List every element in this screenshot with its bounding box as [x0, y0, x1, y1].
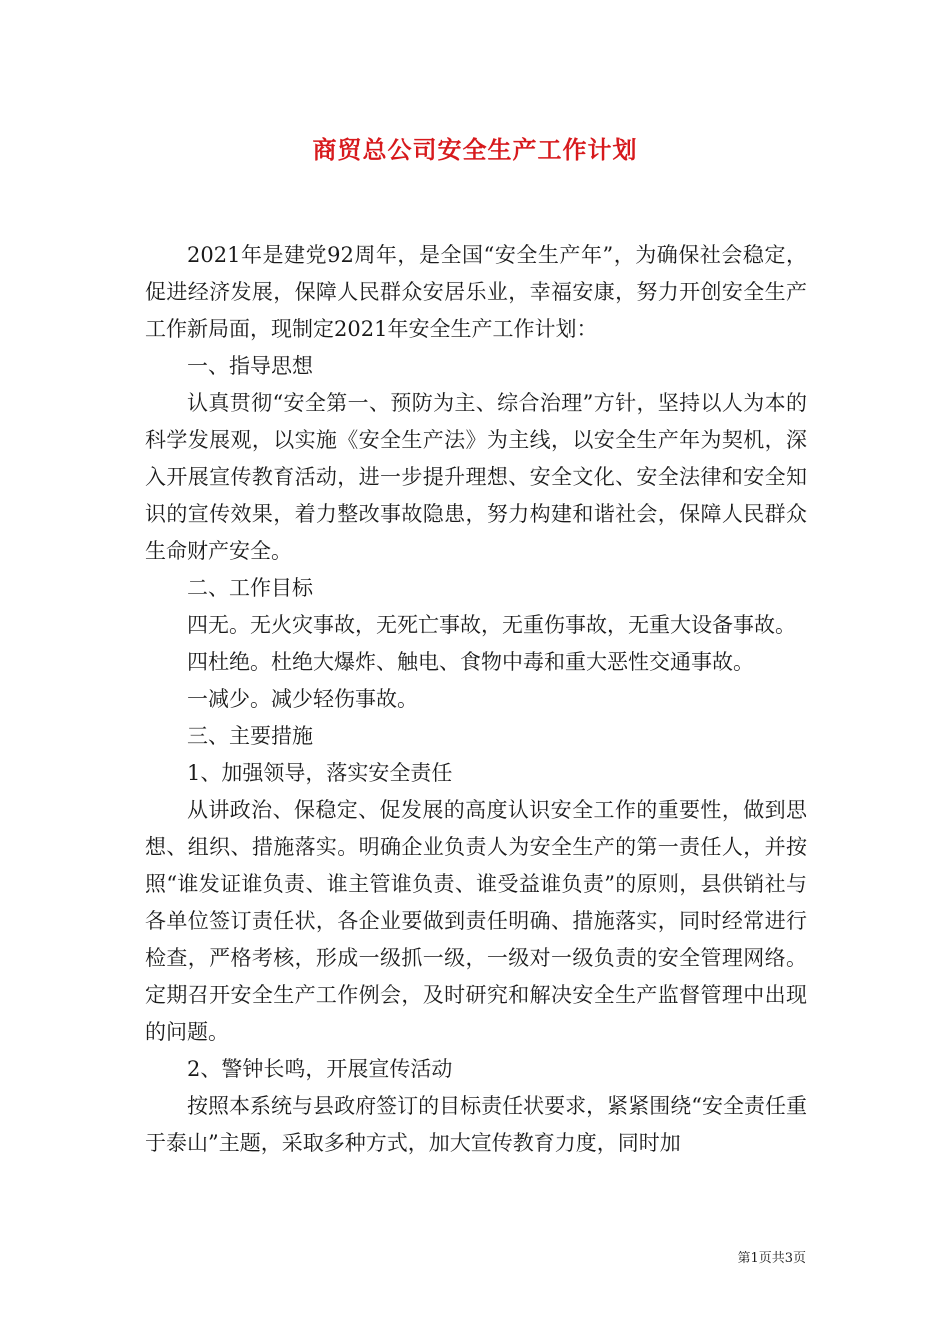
subsection-heading: 1、加强领导，落实安全责任	[187, 761, 453, 785]
document-body	[145, 237, 807, 1162]
paragraph: 2021年是建党92周年，是全国“安全生产年”，为确保社会稳定，促进经济发展，保障人民群众安居乐业，幸福安康，努力开创安全生产工作新局面，现制定2021年安全生产工作计划：	[145, 243, 807, 341]
page-number: 第1页共3页	[737, 1251, 806, 1266]
paragraph: 四杜绝。杜绝大爆炸、触电、食物中毒和重大恶性交通事故。	[187, 650, 754, 674]
subsection-heading: 2、警钟长鸣，开展宣传活动	[187, 1057, 453, 1081]
paragraph: 认真贯彻“安全第一、预防为主、综合治理”方针，坚持以人为本的科学发展观，以实施《安全生产法》为主线，以安全生产年为契机，深入开展宣传教育活动，进一步提升理想、安全文化、安全法律和安全知识的宣传效果，着力整改事故隐患，努力构建和谐社会，保障人民群众生命财产安全。	[145, 391, 807, 563]
document-title: 商贸总公司安全生产工作计划	[312, 135, 638, 164]
section-heading: 一、指导思想	[187, 354, 313, 378]
paragraph: 四无。无火灾事故，无死亡事故，无重伤事故，无重大设备事故。	[187, 613, 796, 637]
paragraph: 按照本系统与县政府签订的目标责任状要求，紧紧围绕“安全责任重于泰山”主题，采取多种方式，加大宣传教育力度，同时加	[145, 1094, 807, 1155]
section-heading: 三、主要措施	[187, 724, 313, 748]
paragraph: 从讲政治、保稳定、促发展的高度认识安全工作的重要性，做到思想、组织、措施落实。明确企业负责人为安全生产的第一责任人，并按照“谁发证谁负责、谁主管谁负责、谁受益谁负责”的原则，县供销社与各单位签订责任状，各企业要做到责任明确、措施落实，同时经常进行检查，严格考核，形成一级抓一级，一级对一级负责的安全管理网络。定期召开安全生产工作例会，及时研究和解决安全生产监督管理中出现的问题。	[145, 798, 807, 1044]
paragraph: 一减少。减少轻伤事故。	[187, 687, 418, 711]
section-heading: 二、工作目标	[187, 576, 313, 600]
